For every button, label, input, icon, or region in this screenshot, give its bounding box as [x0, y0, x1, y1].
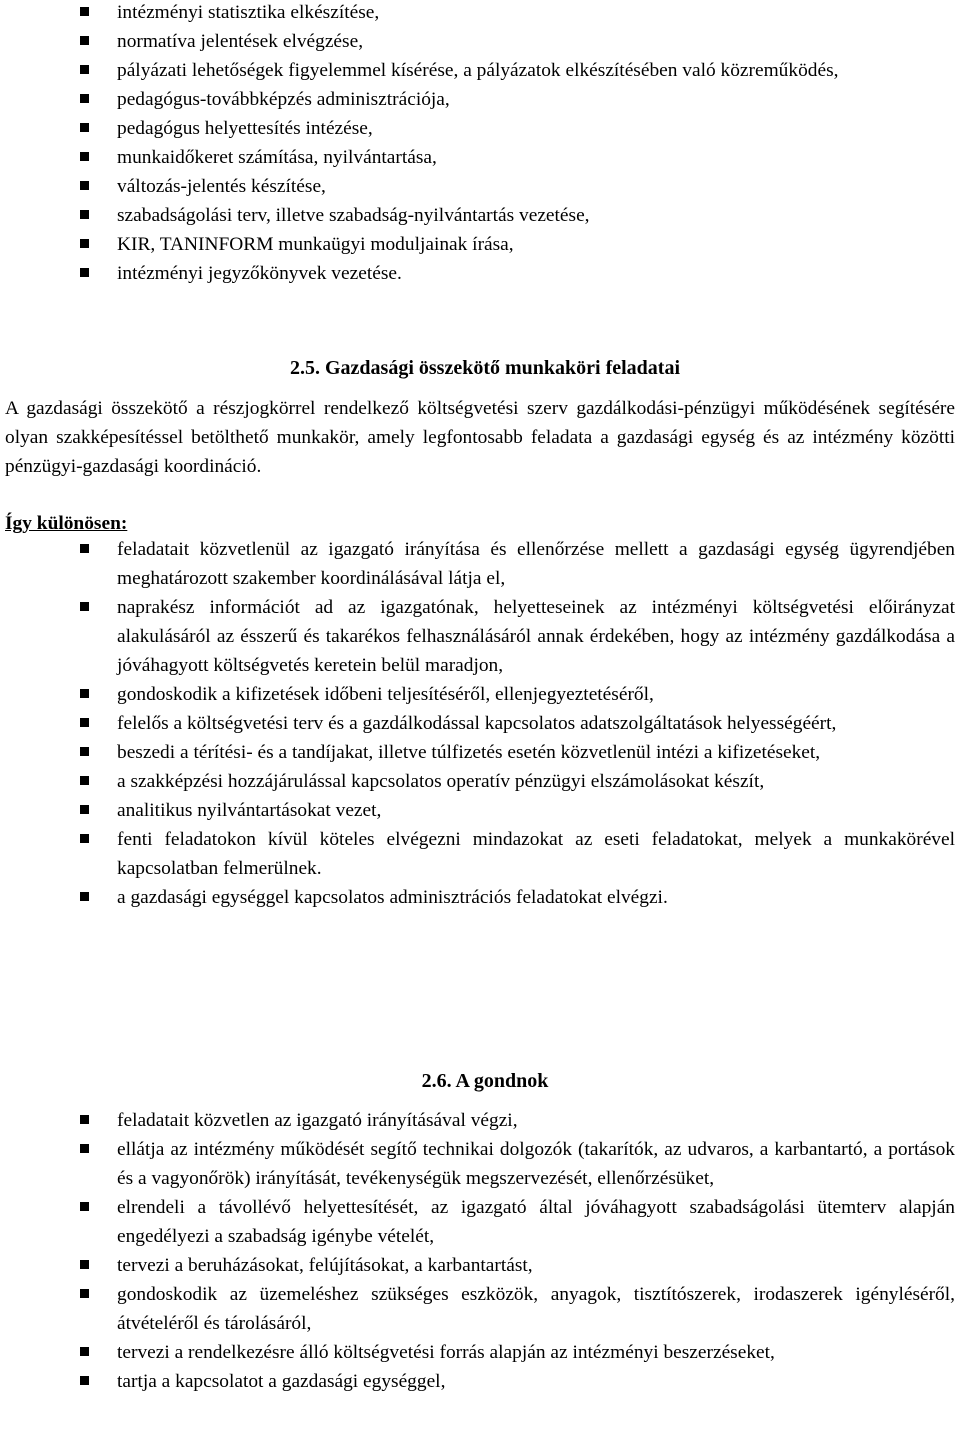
list-item: munkaidőkeret számítása, nyilvántartása,: [0, 143, 960, 172]
square-bullet-icon: [80, 747, 89, 756]
square-bullet-icon: [80, 892, 89, 901]
square-bullet-icon: [80, 602, 89, 611]
square-bullet-icon: [80, 7, 89, 16]
square-bullet-icon: [80, 1202, 89, 1211]
list-item: gondoskodik a kifizetések időbeni teljesítéséről, ellenjegyeztetéséről,: [0, 680, 960, 709]
caretaker-duties-list: [0, 1106, 960, 1396]
list-item: fenti feladatokon kívül köteles elvégezni mindazokat az eseti feladatokat, melyek a munkakörével kapcsolatban felmerülnek.: [0, 825, 960, 883]
list-item: tartja a kapcsolatot a gazdasági egységgel,: [0, 1367, 960, 1396]
section-intro-paragraph: A gazdasági összekötő a részjogkörrel rendelkező költségvetési szerv gazdálkodási-pénzügyi működésének segítésére olyan szakképesítéssel betölthető munkakör, amely legfontosabb feladata a gazdasági egység és az intézmény közötti pénzügyi-gazdasági koordináció.: [5, 398, 955, 477]
duties-list-top: [0, 0, 960, 288]
list-item: elrendeli a távollévő helyettesítését, az igazgató által jóváhagyott szabadságolási ütemterv alapján engedélyezi a szabadság igénybe vételét,: [0, 1193, 960, 1251]
list-item: gondoskodik az üzemeléshez szükséges eszközök, anyagok, tisztítószerek, irodaszerek igényléséről, átvételéről és tárolásáról,: [0, 1280, 960, 1338]
list-item: szabadságolási terv, illetve szabadság-nyilvántartás vezetése,: [0, 201, 960, 230]
list-item: tervezi a rendelkezésre álló költségvetési forrás alapján az intézményi beszerzéseket,: [0, 1338, 960, 1367]
square-bullet-icon: [80, 1260, 89, 1269]
list-item: a szakképzési hozzájárulással kapcsolatos operatív pénzügyi elszámolásokat készít,: [0, 767, 960, 796]
square-bullet-icon: [80, 1144, 89, 1153]
list-item: pedagógus helyettesítés intézése,: [0, 114, 960, 143]
square-bullet-icon: [80, 94, 89, 103]
square-bullet-icon: [80, 1115, 89, 1124]
list-item: változás-jelentés készítése,: [0, 172, 960, 201]
list-item: a gazdasági egységgel kapcsolatos adminisztrációs feladatokat elvégzi.: [0, 883, 960, 912]
list-item: felelős a költségvetési terv és a gazdálkodással kapcsolatos adatszolgáltatások helyességéért,: [0, 709, 960, 738]
economic-liaison-duties-list: [0, 535, 960, 912]
section-heading-2-6: 2.6. A gondnok: [421, 1070, 549, 1092]
square-bullet-icon: [80, 65, 89, 74]
square-bullet-icon: [80, 834, 89, 843]
list-item: beszedi a térítési- és a tandíjakat, illetve túlfizetés esetén közvetlenül intézi a kifizetéseket,: [0, 738, 960, 767]
square-bullet-icon: [80, 689, 89, 698]
section-heading-2-5: 2.5. Gazdasági összekötő munkaköri feladatai: [289, 357, 681, 379]
list-item: naprakész információt ad az igazgatónak, helyetteseinek az intézményi költségvetési előirányzat alakulásáról az ésszerű és takarékos felhasználásáról annak érdekében, hogy az intézmény gazdálkodása a jóváhagyott költségvetés keretein belül maradjon,: [0, 593, 960, 680]
list-item: intézményi statisztika elkészítése,: [0, 0, 960, 27]
list-item: pályázati lehetőségek figyelemmel kísérése, a pályázatok elkészítésében való közreműködés,: [0, 56, 960, 85]
list-item: feladatait közvetlenül az igazgató irányítása és ellenőrzése mellett a gazdasági egység ügyrendjében meghatározott szakember koordinálásával látja el,: [0, 535, 960, 593]
square-bullet-icon: [80, 544, 89, 553]
square-bullet-icon: [80, 776, 89, 785]
list-item: pedagógus-továbbképzés adminisztrációja,: [0, 85, 960, 114]
square-bullet-icon: [80, 1289, 89, 1298]
square-bullet-icon: [80, 1376, 89, 1385]
square-bullet-icon: [80, 718, 89, 727]
square-bullet-icon: [80, 123, 89, 132]
square-bullet-icon: [80, 805, 89, 814]
list-item: ellátja az intézmény működését segítő technikai dolgozók (takarítók, az udvaros, a karbantartó, a portások és a vagyonőrök) irányítását, tevékenységük megszervezését, ellenőrzésüket,: [0, 1135, 960, 1193]
square-bullet-icon: [80, 239, 89, 248]
list-item: intézményi jegyzőkönyvek vezetése.: [0, 259, 960, 288]
square-bullet-icon: [80, 268, 89, 277]
list-item: analitikus nyilvántartásokat vezet,: [0, 796, 960, 825]
list-item: feladatait közvetlen az igazgató irányításával végzi,: [0, 1106, 960, 1135]
square-bullet-icon: [80, 1347, 89, 1356]
square-bullet-icon: [80, 36, 89, 45]
list-item: normatíva jelentések elvégzése,: [0, 27, 960, 56]
list-lead-label: Így különösen:: [5, 513, 128, 534]
square-bullet-icon: [80, 181, 89, 190]
list-item: tervezi a beruházásokat, felújításokat, a karbantartást,: [0, 1251, 960, 1280]
square-bullet-icon: [80, 210, 89, 219]
square-bullet-icon: [80, 152, 89, 161]
list-item: KIR, TANINFORM munkaügyi moduljainak írása,: [0, 230, 960, 259]
